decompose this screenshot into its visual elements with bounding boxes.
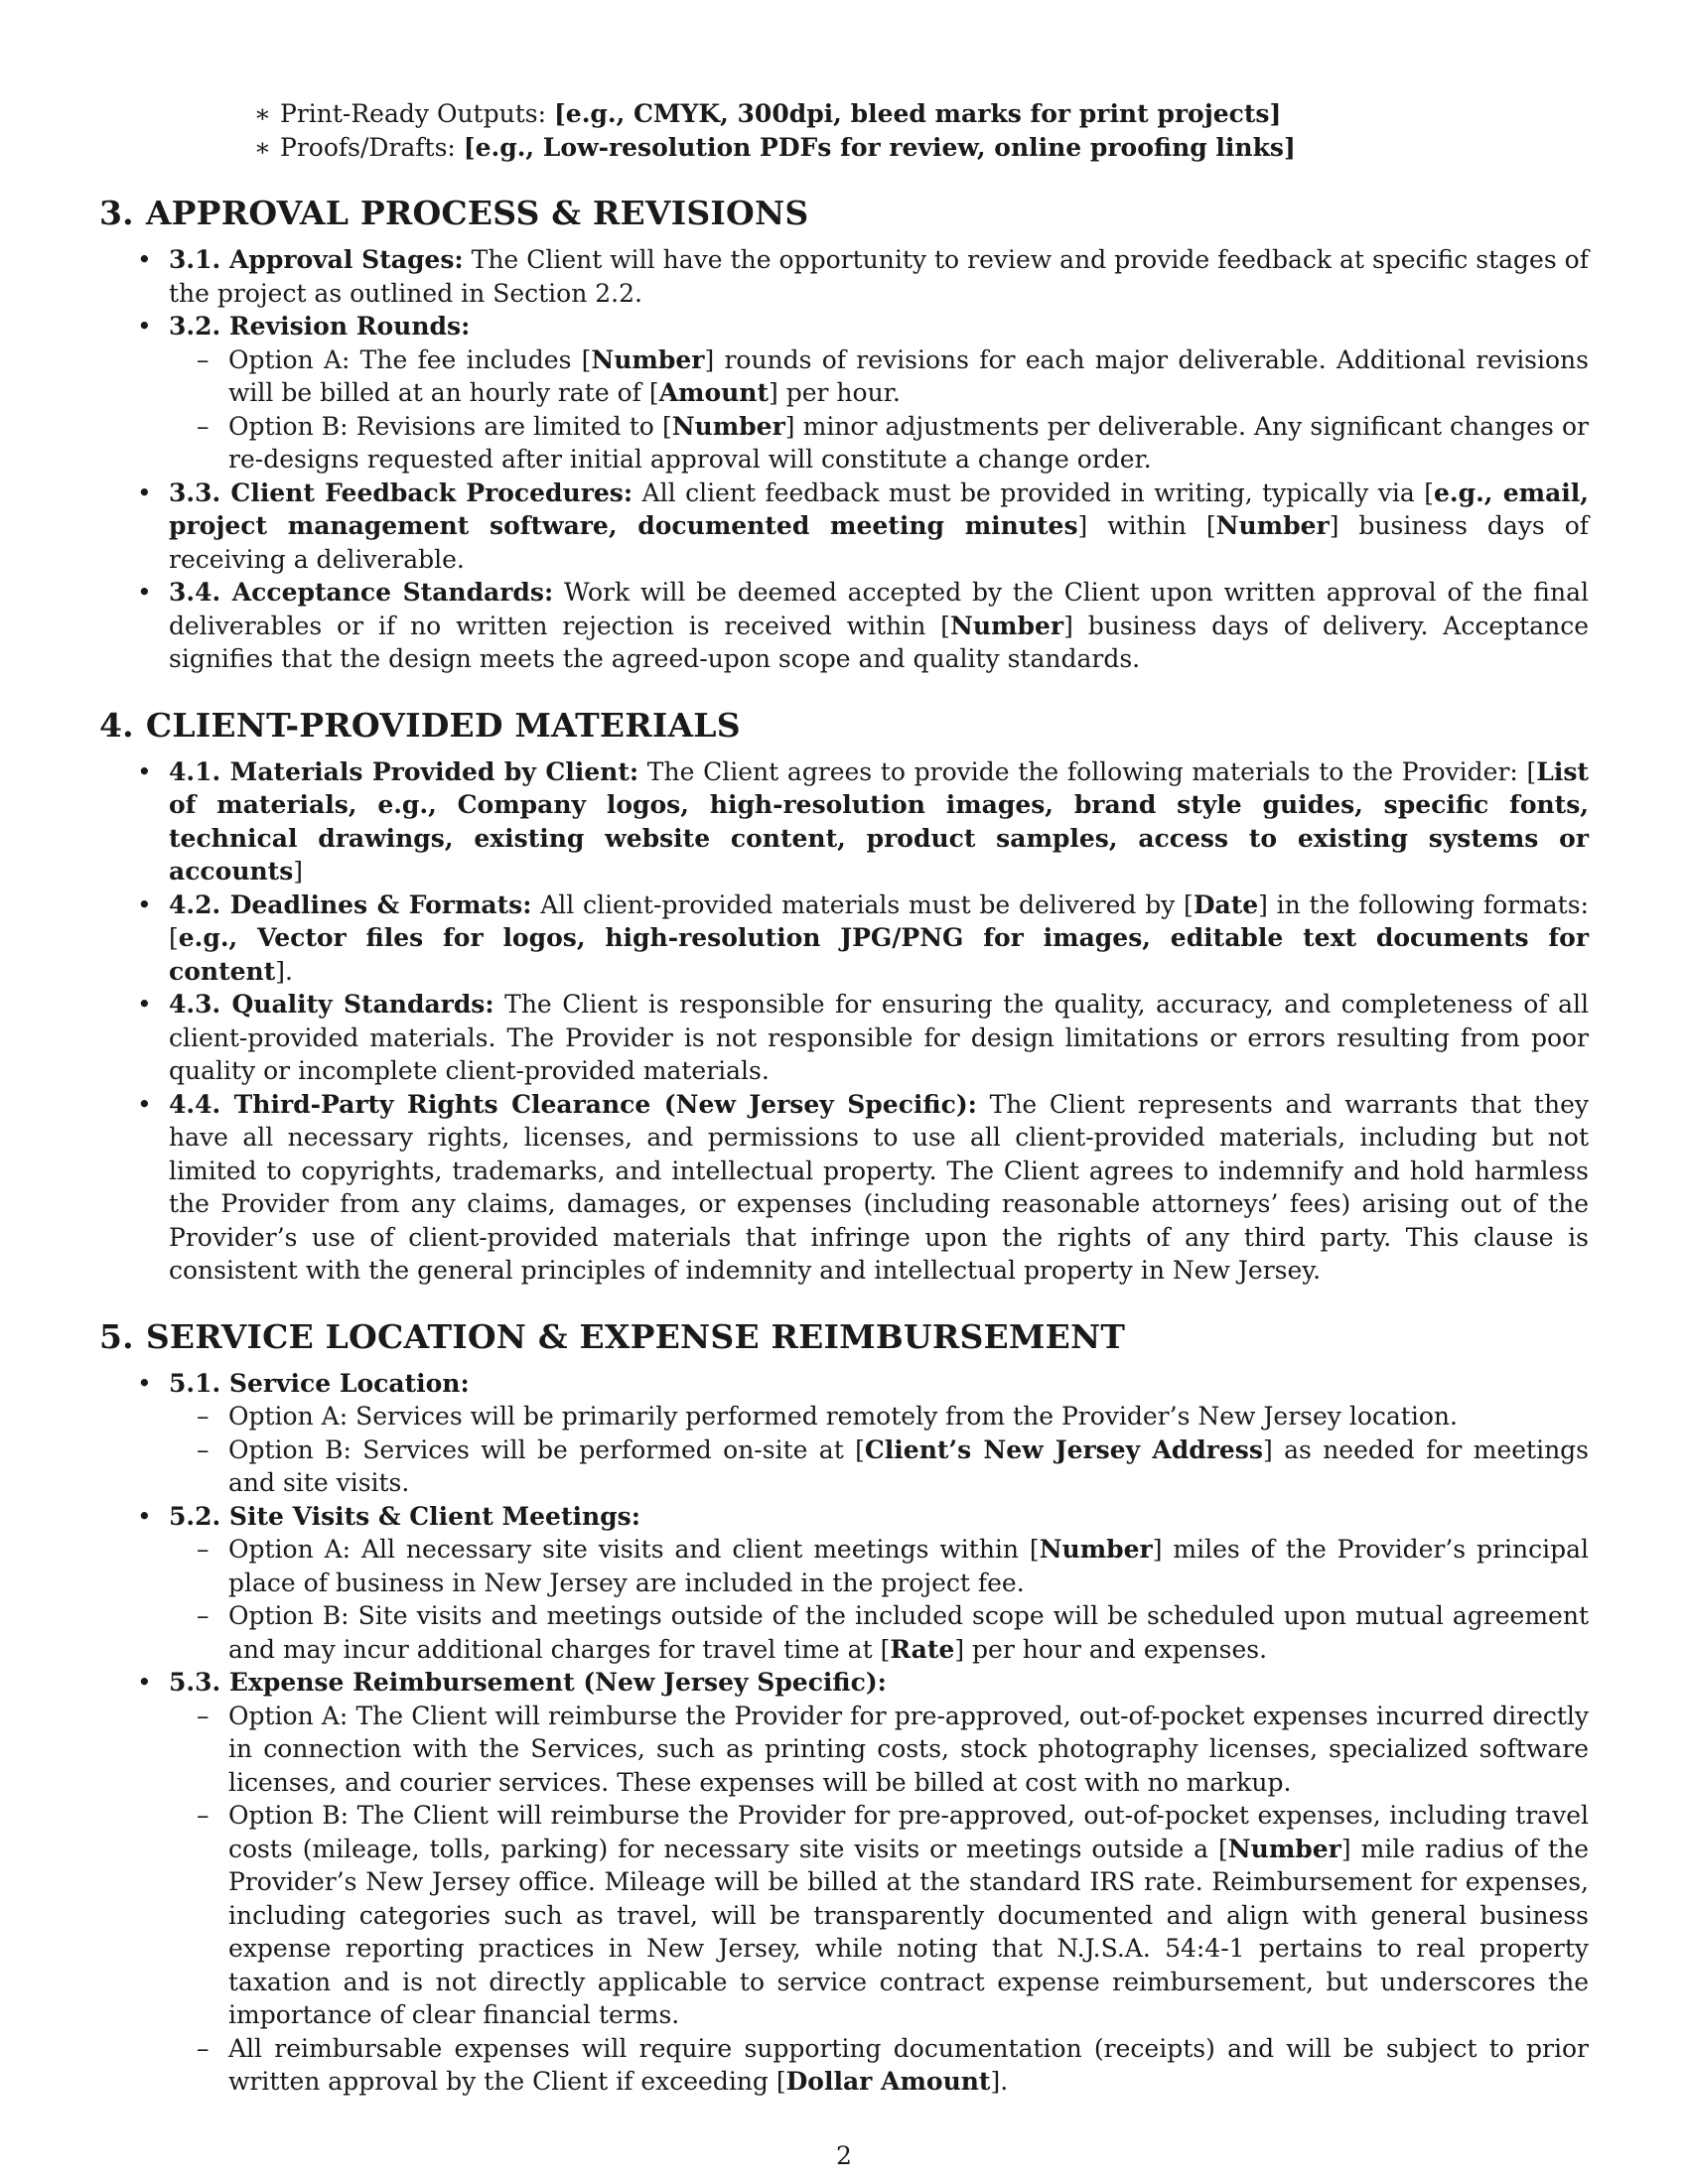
section-list [99,1367,1589,2099]
section-heading: 4. CLIENT-PROVIDED MATERIALS [99,705,741,745]
list-item: • 4.2. Deadlines & Formats: All client-provided materials must be delivered by [Date] in the following formats: [e.g., Vector files for logos, high-resolution JPG/PNG for images, editable text documents for content]. [99,888,1589,989]
option-list [169,1533,1589,1666]
option-list [169,343,1589,477]
list-item: • 5.3. Expense Reimbursement (New Jersey Specific): – Option A: The Client will reimburse the Provider for pre-approved, out-of-pocket expenses incurred directly in connection with the Services, such as printing costs, stock photography licenses, specialized software licenses, and courier services. These expenses will be billed at cost with no markup. – Option B: The Client will reimburse the Provider for pre-approved, out-of-pocket expenses, including travel costs (mileage, tolls, parking) for necessary site visits or meetings outside a [Number] mile radius of the Provider’s New Jersey office. Mileage will be billed at the standard IRS rate. Reimbursement for expenses, including categories such as travel, will be transparently documented and align with general business expense reporting practices in New Jersey, while noting that N.J.S.A. 54:4-1 pertains to real property taxation and is not directly applicable to service contract expense reimbursement, but underscores the importance of clear financial terms. – All reimbursable expenses will require supporting documentation (receipts) and will be subject to prior written approval by the Client if exceeding [Dollar Amount]. [99,1666,1589,2099]
list-item: • 4.3. Quality Standards: The Client is responsible for ensuring the quality, accuracy, and completeness of all client-provided materials. The Provider is not responsible for design limitations or errors resulting from poor quality or incomplete client-provided materials. [99,988,1589,1088]
section-heading: 3. APPROVAL PROCESS & REVISIONS [99,194,809,232]
list-item: • 4.4. Third-Party Rights Clearance (New Jersey Specific): The Client represents and warrants that they have all necessary rights, licenses, and permissions to use all client-provided materials, including but not limited to copyrights, trademarks, and intellectual property. The Client agrees to indemnify and hold harmless the Provider from any claims, damages, or expenses (including reasonable attorneys’ fees) arising out of the Provider’s use of client-provided materials that infringe upon the rights of any third party. This clause is consistent with the general principles of indemnity and intellectual property in New Jersey. [99,1088,1589,1288]
list-item: • 3.2. Revision Rounds: – Option A: The fee includes [Number] rounds of revisions for each major deliverable. Additional revisions will be billed at an hourly rate of [Amount] per hour. – Option B: Revisions are limited to [Number] minor adjustments per deliverable. Any significant changes or re-designs requested after initial approval will constitute a change order. [99,310,1589,477]
option-list [169,1400,1589,1500]
option-item: – Option A: The fee includes [Number] rounds of revisions for each major deliverable. Additional revisions will be billed at an hourly rate of [Amount] per hour. [169,343,1589,410]
option-item: – Option A: Services will be primarily performed remotely from the Provider’s New Jersey location. [169,1400,1589,1433]
list-item: • 3.1. Approval Stages: The Client will have the opportunity to review and provide feedback at specific stages of the project as outlined in Section 2.2. [99,243,1589,310]
section-3 [99,194,1589,676]
list-item: • 4.1. Materials Provided by Client: The Client agrees to provide the following materials to the Provider: [List of materials, e.g., Company logos, high-resolution images, brand style guides, specific fonts, technical drawings, existing website content, product samples, access to existing systems or accounts] [99,755,1589,888]
section-list [99,243,1589,676]
option-list [169,1700,1589,2099]
option-item: – Option A: The Client will reimburse the Provider for pre-approved, out-of-pocket expenses incurred directly in connection with the Services, such as printing costs, stock photography licenses, specialized software licenses, and courier services. These expenses will be billed at cost with no markup. [169,1700,1589,1800]
list-item: • 5.1. Service Location: – Option A: Services will be primarily performed remotely from the Provider’s New Jersey location. – Option B: Services will be performed on-site at [Client’s New Jersey Address] as needed for meetings and site visits. [99,1367,1589,1500]
document-page [99,97,1589,2099]
list-item: ∗ Proofs/Drafts: [e.g., Low-resolution PDFs for review, online proofing links] [254,131,1589,165]
option-item: – Option B: Site visits and meetings outside of the included scope will be scheduled upon mutual agreement and may incur additional charges for travel time at [Rate] per hour and expenses. [169,1599,1589,1666]
option-item: – Option B: Revisions are limited to [Number] minor adjustments per deliverable. Any significant changes or re-designs requested after initial approval will constitute a change order. [169,410,1589,477]
page-number: 2 [836,2141,852,2170]
option-item: – Option B: Services will be performed on-site at [Client’s New Jersey Address] as needed for meetings and site visits. [169,1433,1589,1500]
section-list [99,755,1589,1288]
list-item: • 3.3. Client Feedback Procedures: All client feedback must be provided in writing, typically via [e.g., email, project management software, documented meeting minutes] within [Number] business days of receiving a deliverable. [99,477,1589,577]
option-item: – Option B: The Client will reimburse the Provider for pre-approved, out-of-pocket expenses, including travel costs (mileage, tolls, parking) for necessary site visits or meetings outside a [Number] mile radius of the Provider’s New Jersey office. Mileage will be billed at the standard IRS rate. Reimbursement for expenses, including categories such as travel, will be transparently documented and align with general business expense reporting practices in New Jersey, while noting that N.J.S.A. 54:4-1 pertains to real property taxation and is not directly applicable to service contract expense reimbursement, but underscores the importance of clear financial terms. [169,1799,1589,2032]
option-item: – All reimbursable expenses will require supporting documentation (receipts) and will be subject to prior written approval by the Client if exceeding [Dollar Amount]. [169,2032,1589,2099]
option-item: – Option A: All necessary site visits and client meetings within [Number] miles of the Provider’s principal place of business in New Jersey are included in the project fee. [169,1533,1589,1599]
list-item: • 5.2. Site Visits & Client Meetings: – Option A: All necessary site visits and client meetings within [Number] miles of the Provider’s principal place of business in New Jersey are included in the project fee. – Option B: Site visits and meetings outside of the included scope will be scheduled upon mutual agreement and may incur additional charges for travel time at [Rate] per hour and expenses. [99,1500,1589,1667]
section-heading: 5. SERVICE LOCATION & EXPENSE REIMBURSEMENT [99,1316,1126,1356]
section-5 [99,1317,1589,2099]
list-item: • 3.4. Acceptance Standards: Work will be deemed accepted by the Client upon written approval of the final deliverables or if no written rejection is received within [Number] business days of delivery. Acceptance signifies that the design meets the agreed-upon scope and quality standards. [99,576,1589,676]
list-item: ∗ Print-Ready Outputs: [e.g., CMYK, 300dpi, bleed marks for print projects] [254,97,1589,131]
deliverable-format-list [254,97,1589,164]
section-4 [99,706,1589,1288]
